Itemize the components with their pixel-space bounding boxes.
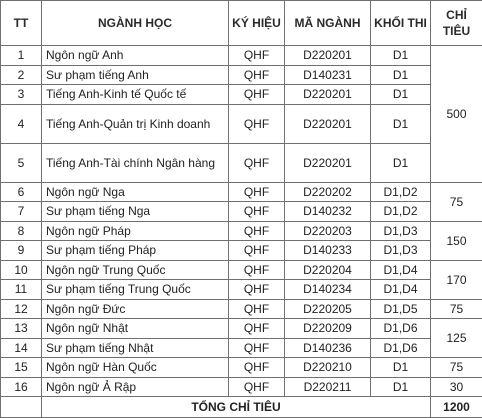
- cell-major: Tiếng Anh-Tài chính Ngân hàng: [42, 143, 229, 182]
- total-value: 1200: [431, 397, 482, 418]
- cell-major: Ngôn ngữ Anh: [42, 46, 229, 66]
- cell-quota-group: 75: [431, 358, 482, 378]
- table-row: [1, 104, 482, 143]
- cell-exam-block: D1: [371, 85, 431, 105]
- cell-tt: 16: [1, 377, 42, 397]
- total-row: [1, 397, 482, 418]
- cell-major-code: D220205: [285, 299, 371, 319]
- cell-tt: 4: [1, 104, 42, 143]
- cell-symbol: QHF: [229, 358, 285, 378]
- total-label: TỔNG CHỈ TIÊU: [42, 397, 431, 418]
- table-row: [1, 260, 482, 280]
- cell-symbol: QHF: [229, 221, 285, 241]
- cell-exam-block: D1,D6: [371, 338, 431, 358]
- cell-tt: 6: [1, 182, 42, 202]
- cell-tt: 8: [1, 221, 42, 241]
- cell-exam-block: D1,D6: [371, 319, 431, 339]
- cell-major-code: D220210: [285, 358, 371, 378]
- cell-major-code: D140236: [285, 338, 371, 358]
- table-row: [1, 319, 482, 339]
- cell-empty: [1, 397, 42, 418]
- cell-exam-block: D1,D2: [371, 182, 431, 202]
- cell-symbol: QHF: [229, 65, 285, 85]
- cell-major: Ngôn ngữ Pháp: [42, 221, 229, 241]
- cell-quota-group: 30: [431, 377, 482, 397]
- cell-exam-block: D1,D4: [371, 260, 431, 280]
- cell-symbol: QHF: [229, 202, 285, 222]
- cell-major-code: D220202: [285, 182, 371, 202]
- cell-symbol: QHF: [229, 85, 285, 105]
- cell-tt: 10: [1, 260, 42, 280]
- cell-major-code: D140231: [285, 65, 371, 85]
- cell-major-code: D220201: [285, 143, 371, 182]
- cell-exam-block: D1: [371, 377, 431, 397]
- cell-quota-group: 170: [431, 260, 482, 299]
- table-row: [1, 299, 482, 319]
- cell-tt: 5: [1, 143, 42, 182]
- table-row: [1, 377, 482, 397]
- cell-major-code: D220201: [285, 104, 371, 143]
- table-row: [1, 65, 482, 85]
- cell-tt: 13: [1, 319, 42, 339]
- header-major-code: MÃ NGÀNH: [285, 1, 371, 46]
- table-row: [1, 338, 482, 358]
- cell-exam-block: D1,D2: [371, 202, 431, 222]
- cell-tt: 9: [1, 241, 42, 261]
- cell-major-code: D140232: [285, 202, 371, 222]
- cell-exam-block: D1,D5: [371, 299, 431, 319]
- cell-exam-block: D1: [371, 358, 431, 378]
- cell-tt: 12: [1, 299, 42, 319]
- cell-symbol: QHF: [229, 338, 285, 358]
- cell-major-code: D220204: [285, 260, 371, 280]
- cell-major: Ngôn ngữ Ả Rập: [42, 377, 229, 397]
- cell-exam-block: D1,D3: [371, 221, 431, 241]
- cell-major: Sư phạm tiếng Trung Quốc: [42, 280, 229, 300]
- cell-major: Sư phạm tiếng Nhật: [42, 338, 229, 358]
- cell-major: Tiếng Anh-Kinh tế Quốc tế: [42, 85, 229, 105]
- cell-tt: 7: [1, 202, 42, 222]
- header-exam-block: KHỐI THI: [371, 1, 431, 46]
- cell-tt: 15: [1, 358, 42, 378]
- cell-quota-group: 125: [431, 319, 482, 358]
- cell-major-code: D220203: [285, 221, 371, 241]
- cell-exam-block: D1: [371, 46, 431, 66]
- cell-symbol: QHF: [229, 377, 285, 397]
- cell-major-code: D220201: [285, 46, 371, 66]
- header-symbol: KÝ HIỆU: [229, 1, 285, 46]
- cell-tt: 2: [1, 65, 42, 85]
- header-major: NGÀNH HỌC: [42, 1, 229, 46]
- header-tt: TT: [1, 1, 42, 46]
- cell-symbol: QHF: [229, 104, 285, 143]
- cell-quota-group: 75: [431, 182, 482, 221]
- table-header-row: [1, 1, 482, 46]
- cell-tt: 11: [1, 280, 42, 300]
- cell-tt: 1: [1, 46, 42, 66]
- table-row: [1, 85, 482, 105]
- cell-symbol: QHF: [229, 260, 285, 280]
- header-quota: CHỈ TIÊU: [431, 1, 482, 46]
- table-row: [1, 202, 482, 222]
- cell-major: Tiếng Anh-Quản trị Kinh doanh: [42, 104, 229, 143]
- cell-exam-block: D1,D4: [371, 280, 431, 300]
- cell-major: Sư phạm tiếng Pháp: [42, 241, 229, 261]
- cell-major: Ngôn ngữ Nga: [42, 182, 229, 202]
- table-row: [1, 280, 482, 300]
- cell-exam-block: D1,D3: [371, 241, 431, 261]
- table-row: [1, 143, 482, 182]
- cell-major-code: D220211: [285, 377, 371, 397]
- cell-symbol: QHF: [229, 46, 285, 66]
- cell-symbol: QHF: [229, 299, 285, 319]
- table-row: [1, 221, 482, 241]
- cell-tt: 14: [1, 338, 42, 358]
- table-row: [1, 46, 482, 66]
- cell-symbol: QHF: [229, 182, 285, 202]
- cell-major: Ngôn ngữ Hàn Quốc: [42, 358, 229, 378]
- cell-major: Ngôn ngữ Nhật: [42, 319, 229, 339]
- cell-tt: 3: [1, 85, 42, 105]
- cell-major: Sư phạm tiếng Nga: [42, 202, 229, 222]
- cell-major-code: D140233: [285, 241, 371, 261]
- table-row: [1, 241, 482, 261]
- cell-major-code: D140234: [285, 280, 371, 300]
- cell-symbol: QHF: [229, 241, 285, 261]
- cell-symbol: QHF: [229, 280, 285, 300]
- table-row: [1, 182, 482, 202]
- cell-exam-block: D1: [371, 65, 431, 85]
- table-row: [1, 358, 482, 378]
- cell-major-code: D220201: [285, 85, 371, 105]
- cell-exam-block: D1: [371, 143, 431, 182]
- cell-major: Ngôn ngữ Trung Quốc: [42, 260, 229, 280]
- cell-exam-block: D1: [371, 104, 431, 143]
- cell-major: Ngôn ngữ Đức: [42, 299, 229, 319]
- cell-quota-group: 150: [431, 221, 482, 260]
- cell-major: Sư phạm tiếng Anh: [42, 65, 229, 85]
- cell-quota-group: 500: [431, 46, 482, 183]
- cell-major-code: D220209: [285, 319, 371, 339]
- cell-symbol: QHF: [229, 143, 285, 182]
- cell-quota-group: 75: [431, 299, 482, 319]
- cell-symbol: QHF: [229, 319, 285, 339]
